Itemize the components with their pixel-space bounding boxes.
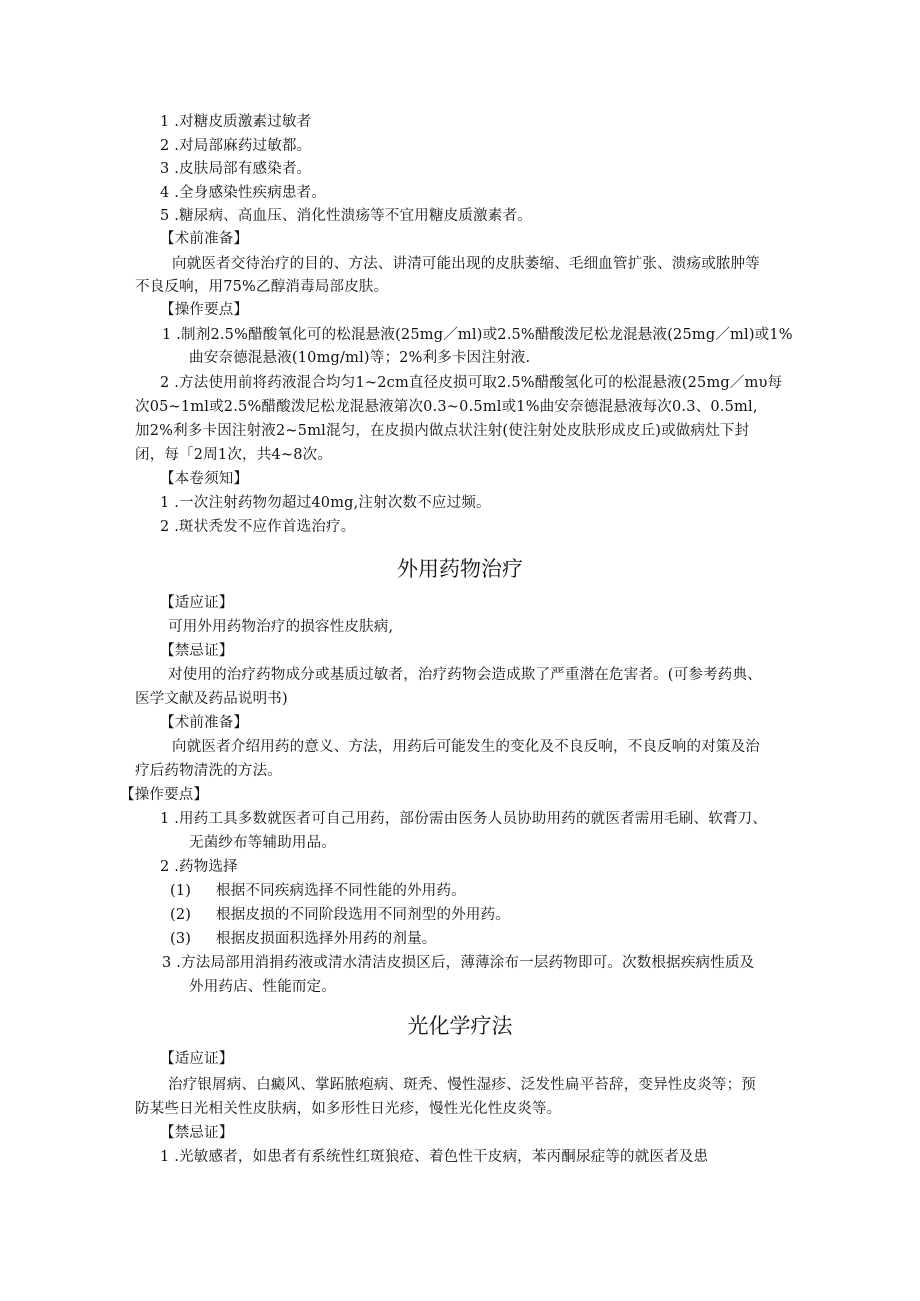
sub-item-text: 根据皮损面积选择外用药的剂量。	[216, 931, 437, 947]
paragraph-line: 外用药店、性能而定。	[189, 979, 336, 995]
contraindication-item: 3 .皮肤局部有感染者。	[160, 161, 312, 177]
indication-heading: 【适应证】	[160, 595, 234, 611]
preop-heading: 【术前准备】	[160, 231, 249, 247]
ops-heading: 【操作要点】	[120, 787, 209, 803]
contraindication-heading: 【禁忌证】	[160, 643, 234, 659]
paragraph-line: 治疗银屑病、白癜风、掌跖脓疱病、斑秃、慢性湿疹、泛发性扁平苔辞，变异性皮炎等；预	[168, 1077, 756, 1093]
paragraph-line: 1 .制剂2.5%醋酸氧化可的松混悬液(25mg／ml)或2.5%醋酸泼尼松龙混悬液(25mg／ml)或1%	[162, 327, 793, 343]
paragraph-line: 次05~1ml或2.5%醋酸泼尼松龙混悬液第次0.3~0.5ml或1%曲安奈德混悬液每次0.3、0.5ml,	[135, 399, 758, 415]
notes-heading: 【本卷须知】	[160, 471, 249, 487]
paragraph-line: 2 .方法使用前将药液混合均匀1~2cm直径皮损可取2.5%醋酸氢化可的松混悬液(25mg／mυ每	[160, 375, 783, 391]
paragraph-line: 闭，每「2周1次，共4~8次。	[135, 447, 333, 463]
contraindication-item: 4 .全身感染性疾病患者。	[160, 185, 327, 201]
contraindication-item: 5 .糖尿病、高血压、消化性溃疡等不宜用糖皮质激素者。	[160, 208, 532, 224]
sub-item-number: (3)	[170, 931, 192, 947]
section-title: 光化学疗法	[407, 1014, 513, 1038]
paragraph-line: 疗后药物清洗的方法。	[135, 763, 282, 779]
paragraph-line: 3 .方法局部用消捐药液或清水清洁皮损区后，薄薄涂布一层药物即可。次数根据疾病性质及	[162, 955, 755, 971]
paragraph-line: 向就医者介绍用药的意义、方法，用药后可能发生的变化及不良反响，不良反响的对策及治	[172, 739, 760, 755]
indication-heading: 【适应证】	[160, 1051, 234, 1067]
paragraph-line: 曲安奈德混悬液(10mg/ml)等；2%利多卡因注射液.	[189, 350, 531, 366]
paragraph-line: 可用外用药物治疗的损容性皮肤病,	[168, 619, 394, 635]
sub-item-text: 根据不同疾病选择不同性能的外用药。	[216, 883, 466, 899]
sub-item-number: (2)	[170, 907, 192, 923]
paragraph-line: 1 .用药工具多数就医者可自己用药，部份需由医务人员协助用药的就医者需用毛刷、软膏刀、	[160, 811, 768, 827]
contraindication-item: 2 .对局部麻药过敏都。	[160, 138, 312, 154]
paragraph-line: 加2%利多卡因注射液2~5ml混匀，在皮损内做点状注射(使注射处皮肤形成皮丘)或做病灶下封	[135, 423, 750, 439]
paragraph-line: 医学文献及药品说明书)	[135, 691, 288, 707]
paragraph-line: 无菌纱布等辅助用品。	[189, 835, 336, 851]
paragraph-line: 不良反响，用75%乙醇消毒局部皮肤。	[135, 279, 389, 295]
note-item: 1 .一次注射药物勿超过40mg,注射次数不应过频。	[160, 495, 491, 511]
note-item: 2 .斑状秃发不应作首选治疗。	[160, 519, 356, 535]
paragraph-line: 1 .光敏感者，如患者有系统性红斑狼疮、着色性干皮病，苯丙酮尿症等的就医者及患	[160, 1149, 709, 1165]
contraindication-item: 1 .对糖皮质激素过敏者	[160, 114, 312, 130]
preop-heading: 【术前准备】	[160, 715, 249, 731]
paragraph-line: 防某些日光相关性皮肤病，如多形性日光疹，慢性光化性皮炎等。	[135, 1101, 562, 1117]
paragraph-line: 对使用的治疗药物成分或基质过敏者，治疗药物会造成欺了严重潜在危害者。(可参考药典、	[168, 667, 762, 683]
contraindication-heading: 【禁忌证】	[160, 1125, 234, 1141]
sub-item-number: (1)	[170, 883, 192, 899]
ops-heading: 【操作要点】	[160, 302, 249, 318]
sub-item-text: 根据皮损的不同阶段选用不同剂型的外用药。	[216, 907, 510, 923]
section-title: 外用药物治疗	[397, 557, 523, 581]
paragraph-line: 向就医者交待治疗的目的、方法、讲清可能出现的皮肤萎缩、毛细血管扩张、溃疡或脓肿等	[172, 256, 760, 272]
paragraph-line: 2 .药物选择	[160, 859, 238, 875]
